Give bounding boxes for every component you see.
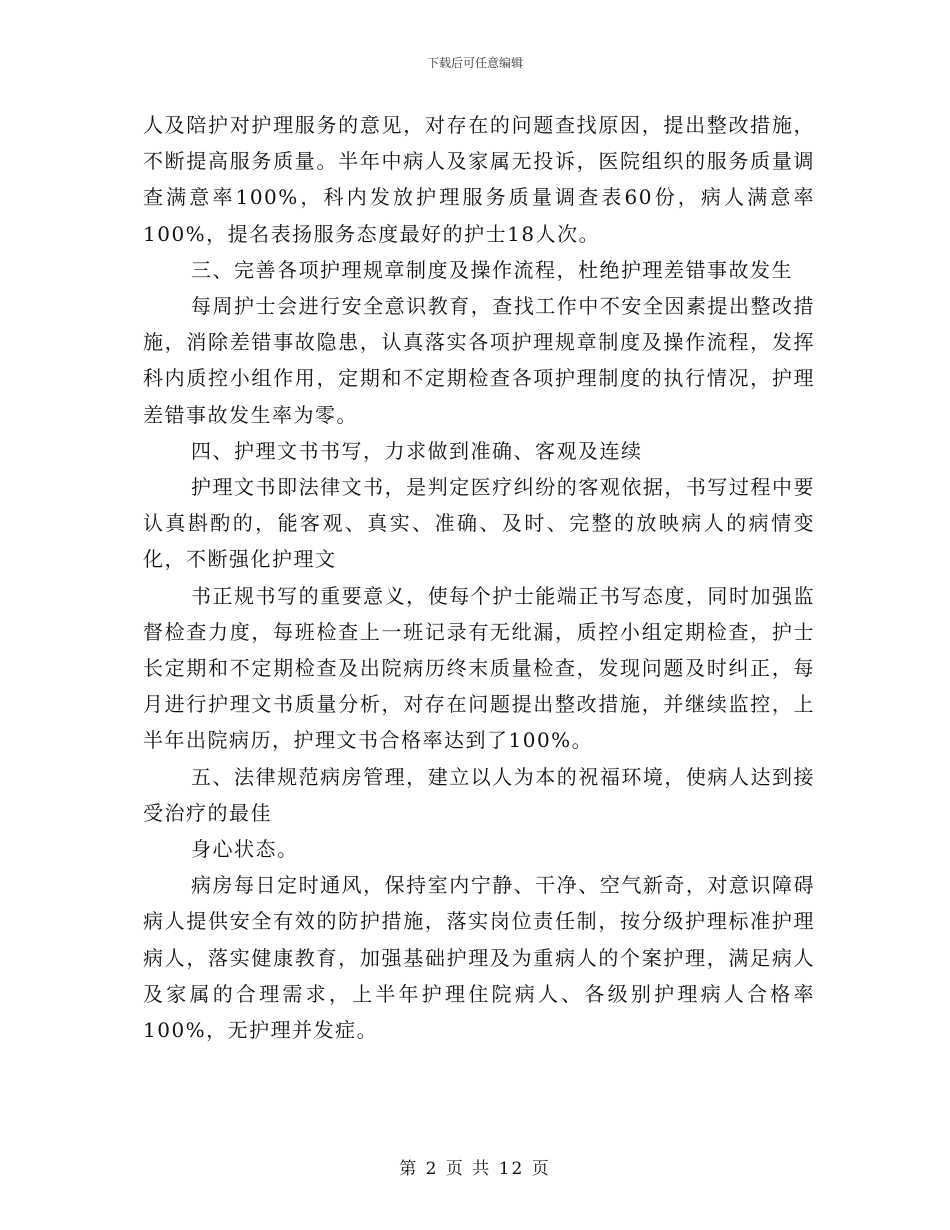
paragraph-3: 护理文书即法律文书，是判定医疗纠纷的客观依据，书写过程中要认真斟酌的，能客观、真实、准确、及时、完整的放映病人的病情变化，不断强化护理文 bbox=[143, 475, 815, 572]
section-heading-3: 三、完善各项护理规章制度及操作流程，杜绝护理差错事故发生 bbox=[191, 257, 793, 282]
section-heading-5: 五、法律规范病房管理，建立以人为本的祝福环境，使病人达到接受治疗的最佳 bbox=[143, 764, 815, 825]
section-heading-5-continued: 身心状态。 bbox=[191, 837, 299, 862]
document-body bbox=[143, 107, 815, 1048]
paragraph-5: 病房每日定时通风，保持室内宁静、干净、空气新奇，对意识障碍病人提供安全有效的防护措施，落实岗位责任制，按分级护理标准护理病人，落实健康教育，加强基础护理及为重病人的个案护理，满足病人及家属的合理需求，上半年护理住院病人、各级别护理病人合格率100%，无护理并发症。 bbox=[143, 873, 815, 1043]
paragraph-1: 人及陪护对护理服务的意见，对存在的问题查找原因，提出整改措施，不断提高服务质量。半年中病人及家属无投诉，医院组织的服务质量调查满意率100%，科内发放护理服务质量调查表60份，病人满意率100%，提名表扬服务态度最好的护士18人次。 bbox=[143, 113, 815, 246]
paragraph-4: 书正规书写的重要意义，使每个护士能端正书写态度，同时加强监督检查力度，每班检查上一班记录有无纰漏，质控小组定期检查，护士长定期和不定期检查及出院病历终末质量检查，发现问题及时纠正，每月进行护理文书质量分析，对存在问题提出整改措施，并继续监控，上半年出院病历，护理文书合格率达到了100%。 bbox=[143, 583, 815, 753]
paragraph-2: 每周护士会进行安全意识教育，查找工作中不安全因素提出整改措施，消除差错事故隐患，认真落实各项护理规章制度及操作流程，发挥科内质控小组作用，定期和不定期检查各项护理制度的执行情况，护理差错事故发生率为零。 bbox=[143, 294, 815, 427]
section-heading-4: 四、护理文书书写，力求做到准确、客观及连续 bbox=[191, 438, 643, 463]
page-number: 第 2 页 共 12 页 bbox=[399, 1159, 551, 1179]
header-note: 下载后可任意编辑 bbox=[426, 56, 523, 70]
